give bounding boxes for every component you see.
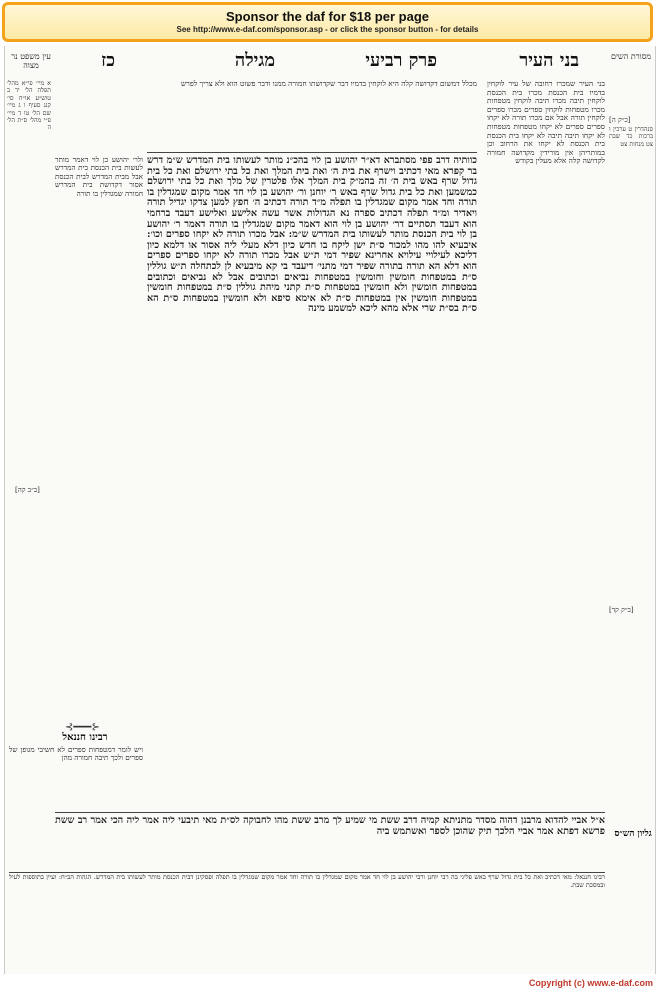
tosafot-column: ולר׳ יהושע בן לוי דאמר מותר לעשות בית הכנסת בית המדרש אבל מבית המדרש לבית הכנסת אסור דקדושת בית המדרש חמורה שמגדלין בו תורה xyxy=(55,156,143,198)
chapter-name: בני העיר xyxy=(519,50,579,71)
footnotes-text: רבינו חננאל: מאי דכתיב ואת כל בית גדול שרף באש פליגי בה רבי יוחנן ורבי יהושע בן לוי חד אמר מקום שמגדלין בו תורה וחד אמר מקום שמגדלין בו תפלה ופסקינן דבית הכנסת מותר לעשותו בית המדרש. הגהות הב״ח: ועיין בתוספות לעיל ובמסכת שבת. xyxy=(9,874,605,889)
talmud-page xyxy=(4,46,656,974)
rabbenu-chananel-text: ויש לומר דמטפחות ספרים לא חשיבי מגופן של ספרים ולכך תיבה חמורה מהן xyxy=(9,746,143,763)
reference-tag: [ב״ק קד] xyxy=(609,606,634,614)
gemara-continuation: א״ל אביי להדוא מרבנן דהוה מסדר מתניתא קמיה דרב ששת מי שמיע לך מרב ששת מהו לחבוקה לס״ת מאי תיבעי ליה אמר ליה הכי אמר רב ששת פרשא דפתא אמר אביי הלכך תיק שהוכן לספר ואשתמש ביה xyxy=(55,816,605,837)
tosafot-top-text: מכלל דמשום דקדושה קלה היא לוקחין בדמיו דבר שקדושתו חמורה ממנו ודבר פשוט הוא ולא צריך לפרש xyxy=(180,80,477,88)
mesoret-column: סנהדרין ט ערכין ו ברכות כד שבת צט מנחות צט xyxy=(609,126,653,148)
ein-mishpat-label: עין משפט נר מצוה xyxy=(11,52,51,70)
gemara-text: כוותיה דרב פפי מסתברא דא״ר יהושע בן לוי בהכ״נ מותר לעשותו בית המדרש ש״מ דרש בר קפרא מאי דכתיב וישרף את בית ה׳ ואת בית המלך ואת כל בתי ירושלם ואת כל בית גדול שרף באש בית ה׳ זה בהמ״ק בית המלך אלו פלטרין של מלך ואת כל בתי ירושלם כמשמען ואת כל בית גדול שרף באש ר׳ יוחנן ור׳ יהושע בן לוי חד אמר מקום שמגדלין בו תורה וחד אמר מקום שמגדלין בו תפלה מ״ד תורה דכתיב ה׳ חפץ למען צדקו יגדיל תורה ויאדיר ומ״ד תפלה דכתיב ספרה נא הגדולות אשר עשה אלישע ואלישע דעבד ברחמי הוא דעבד תסתיים דר׳ יהושע בן לוי הוא דאמר מקום שמגדלין בו תורה דאמר ר׳ יהושע בן לוי בית הכנסת מותר לעשותו בית המדרש ש״מ: אבל מכרו תורה לא יקחו ספרים וכו׳: איבעיא להו מהו למכור ס״ת ישן ליקח בו חדש כיון דלא מעלי ליה אסור או דלמא כיון דליכא לעילויי עילויא אחרינא שפיר דמי ת״ש אבל מכרו תורה לא יקחו ספרים ספרים הוא דלא הא תורה בתורה שפיר דמי מתני׳ דיעבד בי קא מיבעיא לן לכתחלה ת״ש גוללין ס״ת במטפחות חומשין וחומשין במטפחות נביאים וכתובים אבל לא נביאים וכתובים במטפחות חומשין ולא חומשין במטפחות ס״ת קתני מיהת גוללין ס״ת במטפחות חומשין במטפחות חומשין אין במטפחות ס״ת לא אימא סיפא ולא חומשין במטפחות ס״ת הא ס״ת בס״ת שרי אלא מהא ליכא למשמע מינה xyxy=(147,156,477,315)
gilyon-heading: גליון הש״ס xyxy=(614,829,652,839)
mesoret-label: מסורת השים xyxy=(610,52,652,61)
sponsor-subtitle[interactable]: See http://www.e-daf.com/sponsor.asp - or click the sponsor button - for details xyxy=(176,25,479,34)
reference-tag: [ב״ב קה] xyxy=(15,486,40,494)
page-header xyxy=(5,48,655,76)
rashi-column: בני העיר שמכרו רחובה של עיר לוקחין בדמיו בית הכנסת מכרו בית הכנסת לוקחין תיבה מכרו תיבה לוקחין מטפחות מכרו מטפחות לוקחין ספרים מכרו ספרים לוקחין תורה אבל אם מכרו תורה לא יקחו ספרים ספרים לא יקחו מטפחות מטפחות לא יקחו תיבה תיבה לא יקחו בית הכנסת בית הכנסת לא יקחו את הרחוב וכן במותריהן אין מורידין מקדושה חמורה לקדושה קלה אלא מעלין בקודש xyxy=(487,80,605,166)
ornament-divider: ⊰━━━⊱ xyxy=(65,722,100,733)
sponsor-banner[interactable] xyxy=(2,2,653,42)
daf-number: כז xyxy=(101,50,115,71)
rabbenu-chananel-heading: רבינו חננאל xyxy=(62,732,108,743)
ein-mishpat-column: א מיי׳ פי״א מהל׳ תפלה הל׳ יד ב טוש״ע או״ח סי׳ קנג סעיף ו ג מיי׳ שם הל׳ טו ד מיי׳ פ״י מהל׳ ס״ת הל׳ ה xyxy=(7,80,51,132)
divider xyxy=(147,152,477,153)
divider xyxy=(55,812,605,813)
sponsor-title: Sponsor the daf for $18 per page xyxy=(226,9,429,24)
chapter-number: פרק רביעי xyxy=(365,50,437,71)
divider xyxy=(9,872,605,873)
copyright-notice[interactable]: Copyright (c) www.e-daf.com xyxy=(528,978,653,988)
reference-tag: [כ״ק ה] xyxy=(609,116,631,124)
tractate-name: מגילה xyxy=(234,50,275,71)
